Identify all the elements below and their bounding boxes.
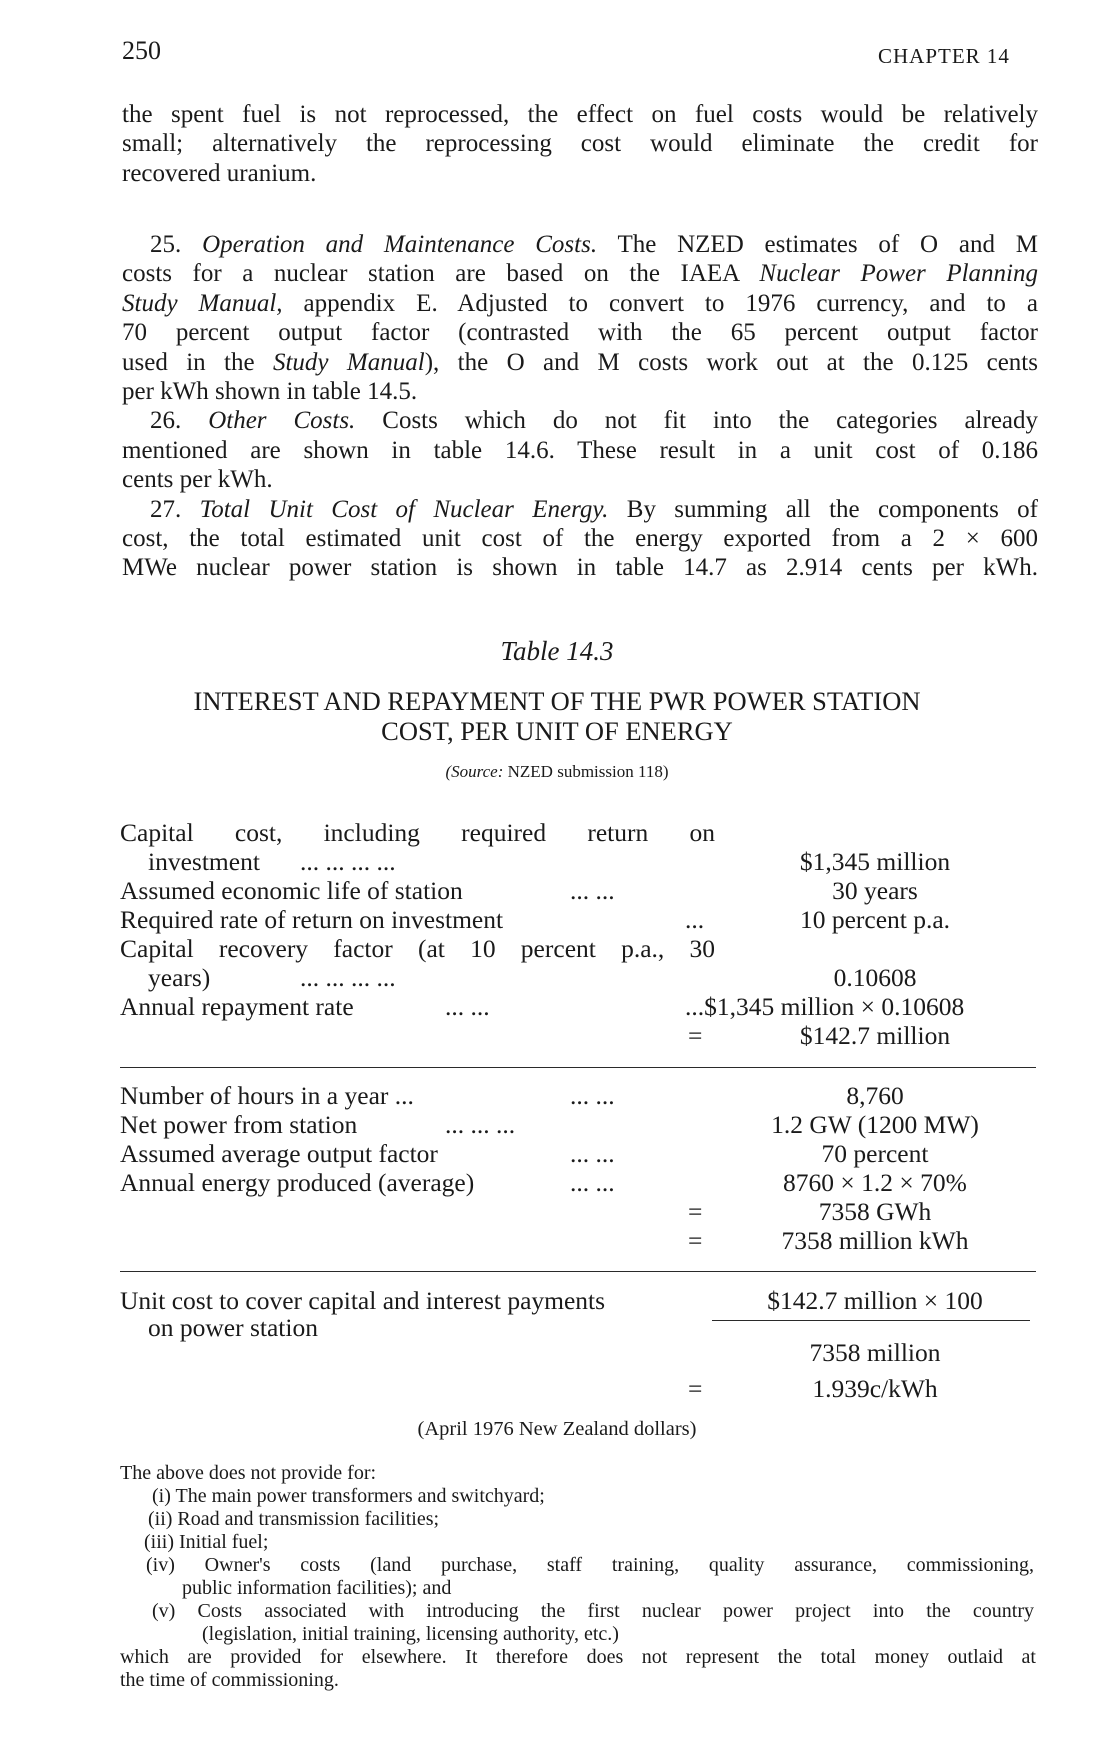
footnote-item: (v) Costs associated with introducing the first nuclear power project into the country bbox=[152, 1600, 1034, 1622]
equals-sign: = bbox=[688, 1021, 703, 1050]
table-row bbox=[120, 1021, 1036, 1050]
text-span: ), the O and M costs work out at the 0.125 cents bbox=[424, 348, 1038, 376]
text-span: used in the bbox=[122, 348, 255, 376]
paragraph-continuation bbox=[122, 100, 1038, 188]
table-row bbox=[120, 905, 1036, 934]
paragraph-27-line: cost, the total estimated unit cost of the energy exported from a 2 × 600 bbox=[122, 525, 1038, 553]
table-row bbox=[120, 1197, 1036, 1226]
paragraph-number: 25. bbox=[150, 231, 182, 258]
book-title: Study Manual bbox=[272, 348, 425, 376]
text-span: By summing all the components of bbox=[626, 495, 1039, 523]
row-value: 8,760 bbox=[846, 1081, 904, 1110]
text-line: the spent fuel is not reprocessed, the effect on fuel costs would be relatively bbox=[122, 101, 1038, 128]
leader-dots: ... ... bbox=[570, 1139, 615, 1168]
fraction-bar bbox=[712, 1320, 1030, 1321]
table-row bbox=[120, 1226, 1036, 1255]
paragraph-heading: Other Costs. bbox=[208, 407, 356, 435]
table-footnote bbox=[120, 1462, 1036, 1692]
row-label: on power station bbox=[148, 1313, 318, 1342]
text-line: recovered uranium. bbox=[122, 159, 317, 187]
table-row bbox=[120, 963, 1036, 992]
row-label: Number of hours in a year ... bbox=[120, 1081, 414, 1110]
row-label: Capital cost, including required return on bbox=[120, 818, 715, 847]
leader-dots: ... ... ... bbox=[445, 1110, 516, 1139]
source-text: NZED submission 118) bbox=[507, 762, 669, 781]
text-span: The NZED estimates of O and M bbox=[617, 231, 1038, 258]
footnote-closing: which are provided for elsewhere. It therefore does not represent the total money outlaid at bbox=[120, 1646, 1036, 1668]
paragraph-number: 27. bbox=[150, 495, 182, 523]
row-label: years) bbox=[148, 963, 211, 992]
table-title-line-2: COST, PER UNIT OF ENERGY bbox=[381, 716, 733, 746]
table-row bbox=[120, 1110, 1036, 1139]
fraction-numerator: $142.7 million × 100 bbox=[767, 1286, 983, 1315]
footnote-item: (ii) Road and transmission facilities; bbox=[148, 1508, 440, 1530]
table-source bbox=[0, 762, 1114, 782]
paragraph-heading: Total Unit Cost of Nuclear Energy. bbox=[199, 495, 609, 523]
row-label: Annual energy produced (average) bbox=[120, 1168, 475, 1197]
paragraph-26-line: mentioned are shown in table 14.6. These result in a unit cost of 0.186 bbox=[122, 436, 1038, 464]
row-value: 8760 × 1.2 × 70% bbox=[783, 1168, 967, 1197]
row-label: Annual repayment rate bbox=[120, 992, 354, 1021]
row-label: Net power from station bbox=[120, 1110, 358, 1139]
table-row bbox=[120, 818, 1036, 847]
row-label: Assumed economic life of station bbox=[120, 876, 463, 905]
row-label: investment bbox=[148, 847, 260, 876]
book-title: Study Manual, bbox=[122, 289, 283, 317]
table-row bbox=[120, 1338, 1036, 1367]
paragraph-26-line: cents per kWh. bbox=[122, 466, 273, 494]
table-rule bbox=[120, 1271, 1036, 1272]
paragraph-25-line bbox=[122, 348, 1038, 377]
paragraph-number: 26. bbox=[150, 407, 182, 435]
paragraph-27-line: MWe nuclear power station is shown in table 14.7 as 2.914 cents per kWh. bbox=[122, 554, 1038, 582]
table-title-line-1: INTEREST AND REPAYMENT OF THE PWR POWER STATION bbox=[193, 686, 921, 716]
leader-dots: ... ... ... ... bbox=[300, 847, 396, 876]
paragraph-25-line bbox=[122, 289, 1038, 318]
table-row bbox=[120, 1168, 1036, 1197]
footnote-item: (i) The main power transformers and switchyard; bbox=[152, 1485, 545, 1507]
footnote-item-continuation: public information facilities); and bbox=[182, 1577, 452, 1599]
table-row bbox=[120, 1139, 1036, 1168]
equals-sign: = bbox=[688, 1374, 703, 1403]
table-row bbox=[120, 1286, 1036, 1315]
paragraph-heading: Operation and Maintenance Costs. bbox=[202, 231, 598, 258]
row-value: $142.7 million bbox=[799, 1021, 951, 1050]
book-title: Nuclear Power Planning bbox=[759, 260, 1038, 288]
row-value: 7358 GWh bbox=[818, 1197, 932, 1226]
text-span: Costs which do not fit into the categories already bbox=[382, 407, 1039, 435]
paragraph-25-line bbox=[122, 230, 1038, 259]
row-value: ...$1,345 million × 0.10608 bbox=[685, 992, 965, 1021]
fraction-denominator: 7358 million bbox=[809, 1338, 941, 1367]
row-label: Required rate of return on investment bbox=[120, 905, 504, 934]
paragraph-27-line bbox=[122, 495, 1038, 524]
running-head: CHAPTER 14 bbox=[878, 44, 1010, 68]
row-value: $1,345 million bbox=[799, 847, 951, 876]
leader-dots: ... ... ... ... bbox=[300, 963, 396, 992]
row-value: 10 percent p.a. bbox=[799, 905, 951, 934]
paragraph-25-line bbox=[122, 259, 1038, 288]
row-value: 0.10608 bbox=[833, 963, 917, 992]
leader-dots: ... ... bbox=[445, 992, 490, 1021]
table-row bbox=[120, 934, 1036, 963]
table-rule bbox=[120, 1067, 1036, 1068]
row-label: Assumed average output factor bbox=[120, 1139, 438, 1168]
paragraph-25-line: per kWh shown in table 14.5. bbox=[122, 378, 418, 406]
text-line: small; alternatively the reprocessing cost would eliminate the credit for bbox=[122, 130, 1038, 158]
footnote-item-continuation: (legislation, initial training, licensing authority, etc.) bbox=[202, 1623, 619, 1645]
row-label: Capital recovery factor (at 10 percent p.a., 30 bbox=[120, 934, 715, 963]
text-span: appendix E. Adjusted to convert to 1976 currency, and to a bbox=[303, 289, 1038, 317]
equals-sign: = bbox=[688, 1226, 703, 1255]
row-value: 1.2 GW (1200 MW) bbox=[771, 1110, 979, 1139]
paragraphs-25-27 bbox=[122, 230, 1038, 583]
footnote-item: (iii) Initial fuel; bbox=[144, 1531, 269, 1553]
table-row bbox=[120, 992, 1036, 1021]
table-row bbox=[120, 1081, 1036, 1110]
source-prefix: (Source: bbox=[445, 762, 504, 781]
footnote-item: (iv) Owner's costs (land purchase, staff training, quality assurance, commissioning, bbox=[146, 1554, 1034, 1576]
row-value: 30 years bbox=[832, 876, 918, 905]
paragraph-25-line: 70 percent output factor (contrasted with the 65 percent output factor bbox=[122, 319, 1038, 347]
footnote-intro: The above does not provide for: bbox=[120, 1462, 377, 1484]
row-value: 70 percent bbox=[821, 1139, 929, 1168]
row-value: 7358 million kWh bbox=[781, 1226, 969, 1255]
footnote-closing: the time of commissioning. bbox=[120, 1669, 339, 1691]
table-row bbox=[120, 1374, 1036, 1403]
paragraph-26-line bbox=[122, 406, 1038, 435]
equals-sign: = bbox=[688, 1197, 703, 1226]
table-row bbox=[120, 847, 1036, 876]
text-span: costs for a nuclear station are based on the IAEA bbox=[122, 260, 739, 288]
page-number: 250 bbox=[122, 36, 161, 65]
row-value: 1.939c/kWh bbox=[812, 1374, 938, 1403]
leader-dots: ... ... bbox=[570, 1081, 615, 1110]
table-row bbox=[120, 876, 1036, 905]
leader-dots: ... bbox=[685, 905, 705, 934]
leader-dots: ... ... bbox=[570, 876, 615, 905]
currency-note: (April 1976 New Zealand dollars) bbox=[417, 1418, 697, 1440]
row-label: Unit cost to cover capital and interest payments bbox=[120, 1286, 606, 1315]
table-caption: Table 14.3 bbox=[500, 636, 614, 666]
leader-dots: ... ... bbox=[570, 1168, 615, 1197]
